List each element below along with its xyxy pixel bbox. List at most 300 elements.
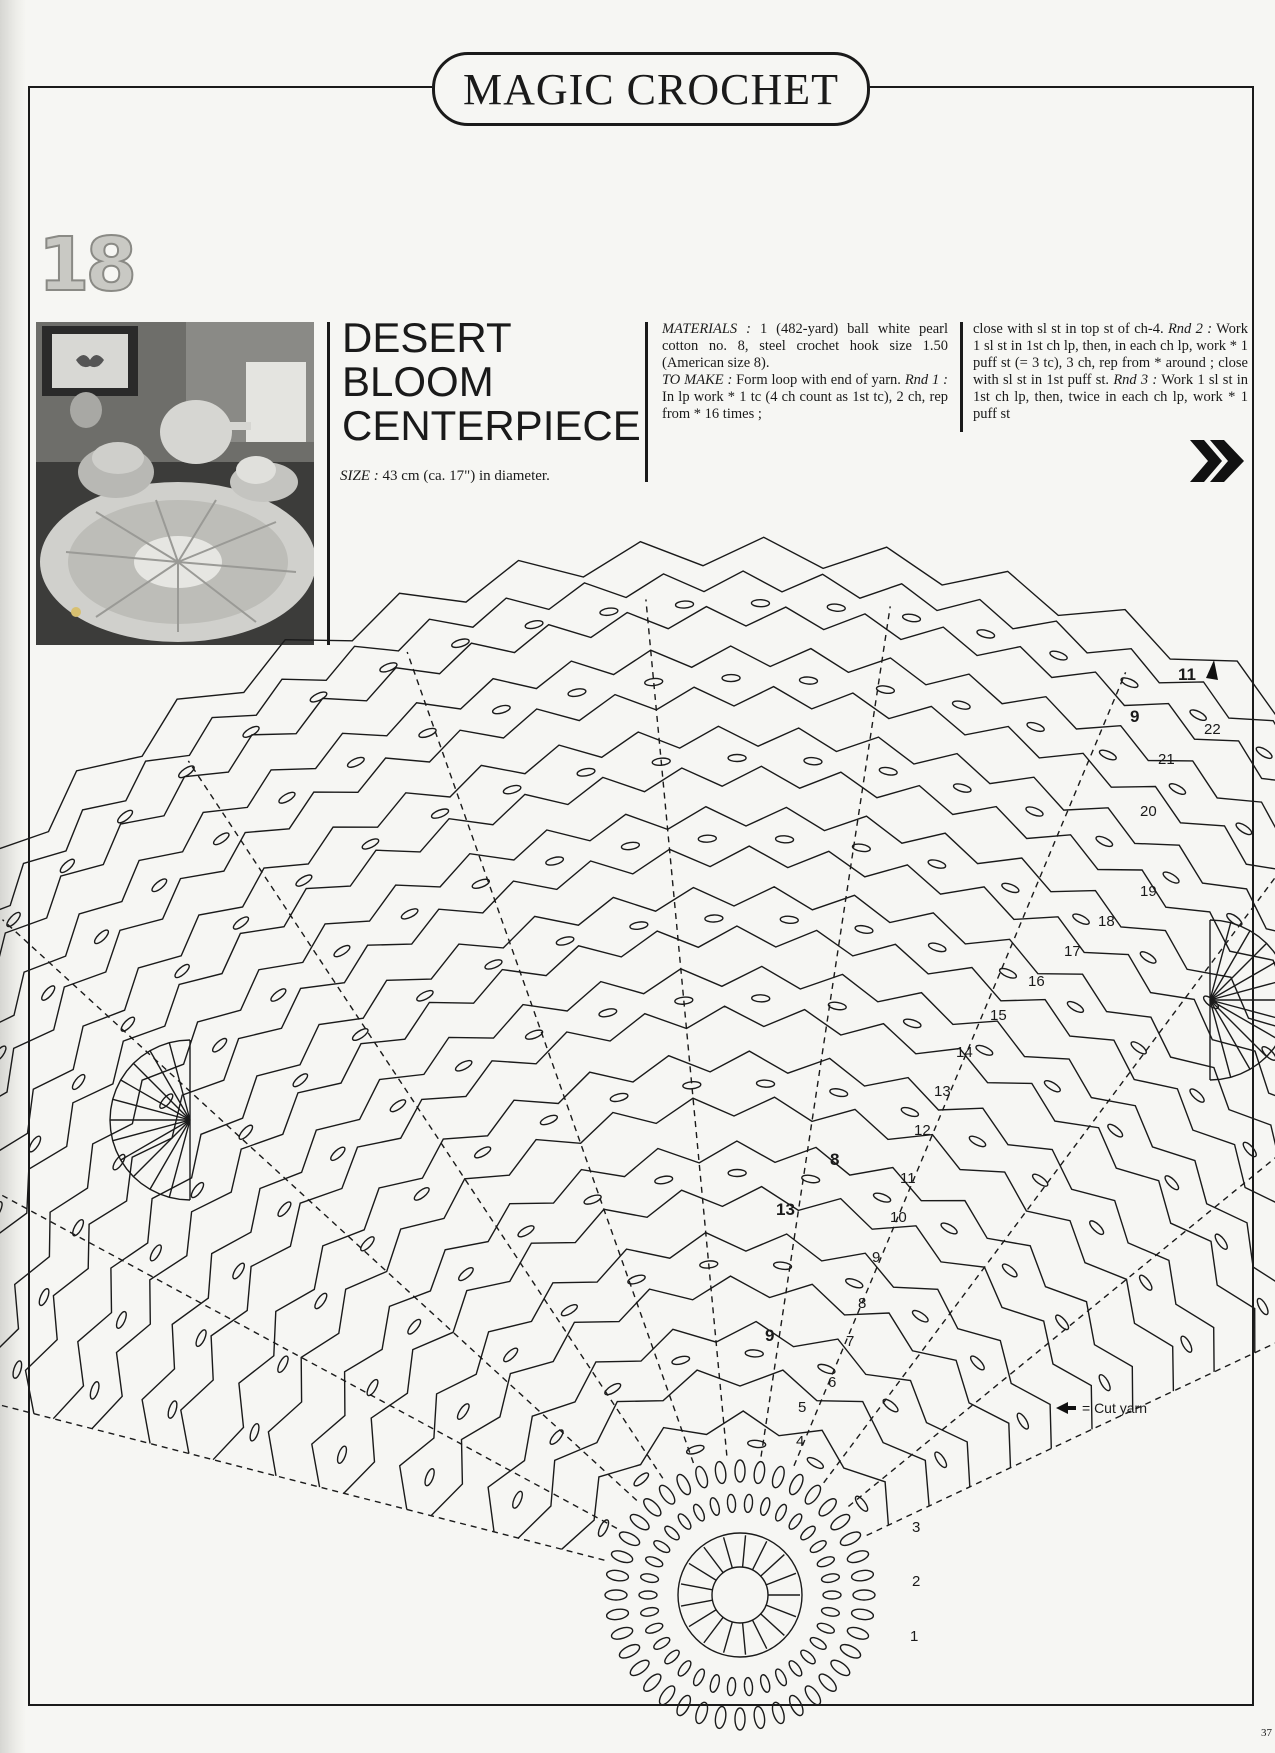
puff-stitch xyxy=(709,1497,722,1517)
cluster-stitch xyxy=(150,877,168,894)
cluster-stitch xyxy=(705,915,723,923)
puff-stitch xyxy=(676,1659,693,1678)
cluster-stitch xyxy=(610,1092,629,1103)
treble-stitch xyxy=(743,1623,746,1655)
cluster-stitch xyxy=(1129,1040,1148,1056)
puff-stitch xyxy=(727,1677,737,1696)
cluster-stitch xyxy=(502,1346,520,1363)
puff-stitch xyxy=(838,1529,862,1548)
pattern-number: 18 xyxy=(38,222,133,308)
puff-stitch xyxy=(759,1674,772,1694)
cluster-stitch xyxy=(940,1221,959,1236)
cluster-stitch xyxy=(484,958,503,971)
cluster-stitch xyxy=(780,916,798,924)
cluster-stitch xyxy=(911,1308,930,1324)
rnd2-text: Work 1 sl st in 1st ch lp, then, in each ch lp, work * 1 puff st (= 3 tc), 3 ch, rep from * around ; close with sl st in 1st puff st. xyxy=(973,321,1248,388)
treble-stitch xyxy=(689,1563,716,1580)
puff-stitch xyxy=(610,1549,634,1565)
cluster-stitch xyxy=(37,1287,51,1306)
puff-stitch xyxy=(610,1625,634,1641)
round-label-10: 10 xyxy=(890,1209,907,1226)
cluster-stitch xyxy=(70,1073,87,1092)
cluster-stitch xyxy=(845,1277,864,1290)
cluster-stitch xyxy=(351,1027,370,1043)
chain-arch-round xyxy=(0,726,1275,1379)
cluster-stitch xyxy=(1098,748,1117,762)
rnd2-label: Rnd 2 : xyxy=(1167,321,1213,337)
puff-stitch xyxy=(641,1496,664,1519)
cluster-stitch xyxy=(853,1494,869,1513)
puff-stitch xyxy=(816,1671,839,1694)
puff-stitch xyxy=(770,1701,786,1725)
to-make-label: TO MAKE : xyxy=(662,372,733,388)
puff-stitch xyxy=(617,1529,641,1548)
to-make-text: Form loop with end of yarn. xyxy=(732,372,905,388)
cluster-stitch xyxy=(902,613,921,623)
cluster-stitch xyxy=(1188,1087,1206,1104)
cluster-stitch xyxy=(879,766,898,776)
puff-stitch xyxy=(838,1642,862,1661)
cluster-stitch xyxy=(511,1490,525,1509)
cluster-stitch xyxy=(418,727,437,740)
round-label-4: 4 xyxy=(796,1433,805,1450)
round-label-13: 13 xyxy=(934,1083,951,1100)
left-triangle-arrow-icon xyxy=(1056,1402,1076,1414)
puff-stitch xyxy=(652,1538,672,1554)
chain-spoke xyxy=(0,1346,604,1560)
cluster-stitch xyxy=(189,1181,205,1200)
puff-stitch xyxy=(821,1606,840,1617)
chain-arch-round xyxy=(268,1097,1173,1476)
puff-stitch xyxy=(628,1512,652,1533)
cluster-stitch xyxy=(1137,1273,1154,1292)
cluster-stitch xyxy=(675,601,693,609)
puff-stitch xyxy=(846,1625,870,1641)
cluster-stitch xyxy=(799,676,817,684)
cluster-stitch xyxy=(1120,676,1139,690)
cluster-stitch xyxy=(415,989,434,1004)
size-label: SIZE : xyxy=(340,468,379,484)
chain-spoke xyxy=(761,606,890,1456)
cluster-stitch xyxy=(903,1017,922,1029)
title-line-1: DESERT xyxy=(342,314,512,361)
section-label-9-center: 9 xyxy=(765,1326,775,1345)
puff-stitch xyxy=(644,1621,664,1635)
treble-stitch xyxy=(681,1600,712,1606)
round-label-1: 1 xyxy=(910,1628,919,1645)
rnd1-text: In lp work * 1 tc (4 ch count as 1st tc), 2 ch, rep from * 16 times ; xyxy=(662,389,948,422)
cluster-stitch xyxy=(621,841,640,851)
puff-stitch xyxy=(851,1608,874,1621)
puff-stitch xyxy=(605,1590,627,1600)
round-label-20: 20 xyxy=(1140,803,1157,820)
cluster-stitch xyxy=(148,1243,163,1262)
puff-stitch xyxy=(640,1573,659,1584)
cluster-stitch xyxy=(745,1349,763,1357)
cluster-stitch xyxy=(5,911,22,929)
cluster-stitch xyxy=(332,943,351,958)
cluster-stitch xyxy=(577,767,596,777)
round-label-12: 12 xyxy=(914,1122,931,1139)
puff-stitch xyxy=(714,1461,727,1484)
puff-stitch xyxy=(727,1494,737,1513)
cluster-stitch xyxy=(548,1428,565,1446)
cluster-stitch xyxy=(900,1106,919,1119)
cluster-stitch xyxy=(379,661,398,674)
cluster-stitch xyxy=(346,755,365,769)
round-label-21: 21 xyxy=(1158,751,1175,768)
cluster-stitch xyxy=(0,1044,8,1063)
puff-stitch xyxy=(823,1591,841,1599)
cluster-stitch xyxy=(828,1001,847,1011)
puff-stitch xyxy=(773,1668,788,1688)
cluster-stitch xyxy=(313,1292,329,1311)
rnd3-text: Work 1 sl st in 1st ch lp, then, twice in each ch lp, work * 1 puff st xyxy=(973,372,1249,422)
cluster-stitch xyxy=(457,1266,475,1283)
cluster-stitch xyxy=(430,807,449,820)
page-number: 37 xyxy=(1261,1727,1272,1739)
cluster-stitch xyxy=(11,1360,23,1379)
cluster-stitch xyxy=(119,1015,136,1033)
cluster-stitch xyxy=(1234,821,1253,837)
cluster-stitch xyxy=(406,1318,423,1336)
chain-arch-round xyxy=(0,571,1275,1340)
round-label-19: 19 xyxy=(1140,883,1157,900)
puff-stitch xyxy=(691,1503,706,1523)
puff-stitch xyxy=(816,1555,836,1569)
chain-arch-round xyxy=(344,1187,1092,1494)
cluster-stitch xyxy=(1054,1313,1071,1331)
cluster-stitch xyxy=(1162,870,1181,885)
round-label-17: 17 xyxy=(1064,943,1081,960)
cluster-stitch xyxy=(232,915,251,931)
puff-stitch xyxy=(709,1674,722,1694)
cluster-stitch xyxy=(276,1355,290,1374)
materials-label: MATERIALS : xyxy=(662,321,751,337)
cluster-stitch xyxy=(158,1092,175,1110)
puff-stitch xyxy=(770,1465,786,1489)
cluster-stitch xyxy=(1031,1172,1050,1188)
cluster-stitch xyxy=(671,1355,690,1366)
puff-stitch xyxy=(816,1496,839,1519)
cluster-stitch xyxy=(728,1169,746,1176)
cluster-stitch xyxy=(524,1028,543,1041)
cluster-stitch xyxy=(231,1261,247,1280)
cluster-stitch xyxy=(336,1445,349,1464)
cluster-stitch xyxy=(1139,950,1158,966)
section-label-9-edge: 9 xyxy=(1130,707,1140,726)
puff-stitch xyxy=(639,1591,657,1599)
fan-spoke xyxy=(169,1120,190,1197)
cluster-stitch xyxy=(173,962,191,979)
cluster-stitch xyxy=(876,685,895,695)
treble-stitch xyxy=(743,1535,746,1567)
round-label-2: 2 xyxy=(912,1573,921,1590)
puff-stitch xyxy=(802,1683,823,1707)
puff-stitch xyxy=(753,1461,766,1484)
treble-stitch xyxy=(681,1584,712,1590)
cluster-stitch xyxy=(492,704,511,715)
cluster-stitch xyxy=(804,757,823,766)
cluster-stitch xyxy=(194,1329,208,1348)
cluster-stitch xyxy=(952,700,971,711)
cluster-stitch xyxy=(927,858,946,869)
cluster-stitch xyxy=(473,1145,492,1160)
cluster-stitch xyxy=(881,1397,899,1414)
fan-spoke xyxy=(113,1120,190,1141)
puff-stitch xyxy=(714,1706,727,1729)
round-label-9: 9 xyxy=(872,1249,881,1266)
cluster-stitch xyxy=(455,1402,471,1421)
cluster-stitch xyxy=(89,1381,101,1400)
round-label-16: 16 xyxy=(1028,973,1045,990)
cluster-stitch xyxy=(583,1193,602,1206)
chain-arch-round xyxy=(400,1233,1052,1510)
cluster-stitch xyxy=(827,603,846,612)
chain-arch-round xyxy=(518,1370,929,1538)
chain-arch-round xyxy=(0,607,1275,1349)
cluster-stitch xyxy=(976,628,995,639)
puff-stitch xyxy=(694,1701,710,1725)
cluster-stitch xyxy=(329,1145,347,1162)
cluster-stitch xyxy=(1106,1122,1124,1139)
chain-arch-round xyxy=(0,807,1275,1404)
cluster-stitch xyxy=(855,924,874,934)
cluster-stitch xyxy=(1025,805,1044,818)
cluster-stitch xyxy=(722,674,740,681)
chain-spoke xyxy=(824,793,1275,1482)
puff-stitch xyxy=(744,1494,754,1513)
cut-yarn-legend xyxy=(1056,1400,1147,1416)
puff-stitch xyxy=(691,1668,706,1688)
cluster-stitch xyxy=(502,784,521,796)
cluster-stitch xyxy=(1163,1174,1180,1192)
cluster-stitch xyxy=(1049,649,1068,661)
puff-stitch xyxy=(851,1569,874,1582)
cluster-stitch xyxy=(1255,1297,1270,1316)
cluster-stitch xyxy=(806,1455,825,1470)
section-label-11: 11 xyxy=(1178,665,1196,684)
cluster-stitch xyxy=(412,1186,430,1203)
treble-stitch xyxy=(689,1610,716,1627)
cluster-stitch xyxy=(269,987,288,1004)
cluster-stitch xyxy=(1168,782,1187,797)
puff-stitch xyxy=(759,1497,772,1517)
puff-stitch xyxy=(853,1590,875,1600)
cluster-stitch xyxy=(1015,1412,1030,1431)
size-text: 43 cm (ca. 17") in diameter. xyxy=(378,468,550,484)
puff-stitch xyxy=(606,1608,629,1621)
puff-stitch xyxy=(753,1706,766,1729)
puff-stitch xyxy=(641,1671,664,1694)
puff-stitch xyxy=(799,1648,818,1666)
treble-stitch xyxy=(752,1541,766,1570)
puff-stitch xyxy=(787,1693,806,1717)
treble-stitch xyxy=(704,1617,723,1643)
magazine-title: MAGIC CROCHET xyxy=(462,64,840,114)
puff-stitch xyxy=(787,1659,804,1678)
cluster-stitch xyxy=(277,790,296,805)
treble-stitch xyxy=(766,1573,796,1585)
puff-stitch xyxy=(828,1657,852,1678)
puff-stitch xyxy=(657,1483,678,1507)
puff-stitch xyxy=(808,1538,828,1554)
round-label-14: 14 xyxy=(956,1044,973,1061)
cluster-stitch xyxy=(1001,1262,1019,1279)
cluster-stitch xyxy=(40,984,57,1002)
cluster-stitch xyxy=(1043,1079,1062,1094)
cluster-stitch xyxy=(555,935,574,946)
cluster-stitch xyxy=(1179,1335,1194,1354)
rnd1-label: Rnd 1 : xyxy=(904,372,948,388)
materials-text: 1 (482-yard) ball white pearl cotton no. 8, steel crochet hook size 1.50 (American size 8). xyxy=(662,321,949,371)
legend-text: = Cut yarn xyxy=(1082,1400,1147,1416)
puff-stitch xyxy=(674,1472,693,1496)
cluster-stitch xyxy=(1071,912,1090,926)
round-label-3: 3 xyxy=(912,1519,921,1536)
treble-stitch xyxy=(761,1555,785,1577)
cluster-stitch xyxy=(361,837,380,851)
cluster-stitch xyxy=(756,1080,774,1088)
cluster-stitch xyxy=(400,907,419,921)
treble-stitch xyxy=(766,1605,796,1617)
cluster-stitch xyxy=(276,1200,293,1218)
puff-stitch xyxy=(821,1573,840,1584)
cluster-stitch xyxy=(1095,834,1114,848)
cluster-stitch xyxy=(560,1303,579,1318)
cluster-stitch xyxy=(829,1087,848,1097)
cluster-stitch xyxy=(1097,1373,1112,1392)
section-label-13: 13 xyxy=(776,1200,795,1219)
cluster-stitch xyxy=(1241,1140,1258,1158)
cluster-stitch xyxy=(632,1471,650,1488)
cluster-stitch xyxy=(309,690,328,704)
puff-stitch xyxy=(773,1503,788,1523)
cluster-stitch xyxy=(166,1400,178,1419)
chart-stitch-art xyxy=(0,537,1275,1730)
cluster-stitch xyxy=(969,1354,987,1372)
cluster-stitch xyxy=(1066,999,1085,1014)
treble-stitch xyxy=(752,1620,766,1649)
puff-stitch xyxy=(663,1648,682,1666)
cluster-stitch xyxy=(1026,721,1045,733)
cluster-stitch xyxy=(248,1423,260,1442)
cluster-stitch xyxy=(0,1200,4,1219)
cluster-stitch xyxy=(1213,1232,1229,1251)
chain-arch-round xyxy=(0,766,1275,1389)
cluster-stitch xyxy=(751,600,769,607)
cluster-stitch xyxy=(516,1224,535,1239)
cluster-stitch xyxy=(728,754,746,761)
cluster-stitch xyxy=(211,1036,229,1053)
cluster-stitch xyxy=(237,1123,254,1141)
cluster-stitch xyxy=(998,967,1017,981)
round-label-6: 6 xyxy=(828,1374,837,1391)
puff-stitch xyxy=(694,1465,710,1489)
cluster-stitch xyxy=(545,855,564,866)
cluster-stitch xyxy=(629,921,648,931)
puff-stitch xyxy=(644,1555,664,1569)
round-label-8: 8 xyxy=(858,1295,867,1312)
treble-stitch xyxy=(704,1547,723,1573)
round-label-5: 5 xyxy=(798,1399,807,1416)
round-label-18: 18 xyxy=(1098,913,1115,930)
puff-stitch xyxy=(640,1606,659,1617)
cluster-stitch xyxy=(600,607,619,616)
cluster-stitch xyxy=(539,1113,558,1126)
cluster-stitch xyxy=(775,835,793,843)
cluster-stitch xyxy=(654,1175,673,1185)
puff-stitch xyxy=(657,1683,678,1707)
cluster-stitch xyxy=(423,1468,436,1487)
puff-stitch xyxy=(846,1549,870,1565)
cluster-stitch xyxy=(389,1098,408,1114)
center-ring xyxy=(712,1567,768,1623)
cluster-stitch xyxy=(525,619,544,630)
cluster-stitch xyxy=(567,688,586,698)
cluster-stitch xyxy=(933,1450,949,1469)
puff-stitch xyxy=(735,1708,745,1730)
cluster-stitch xyxy=(365,1378,380,1397)
treble-stitch xyxy=(761,1614,785,1636)
chain-spoke xyxy=(848,962,1275,1506)
chain-arch-round xyxy=(488,1322,970,1532)
puff-stitch xyxy=(606,1569,629,1582)
cluster-stitch xyxy=(752,995,770,1003)
puff-stitch xyxy=(617,1642,641,1661)
cluster-stitch xyxy=(1225,911,1244,927)
cluster-stitch xyxy=(801,1174,820,1184)
puff-stitch xyxy=(828,1512,852,1533)
cluster-stitch xyxy=(177,764,196,780)
puff-stitch xyxy=(787,1512,804,1531)
puff-stitch xyxy=(652,1635,672,1651)
cluster-stitch xyxy=(968,1134,987,1149)
fan-spoke xyxy=(1210,1000,1231,1077)
puff-stitch xyxy=(787,1472,806,1496)
round-label-22: 22 xyxy=(1204,721,1221,738)
puff-stitch xyxy=(799,1524,818,1542)
puff-stitch xyxy=(802,1483,823,1507)
cluster-stitch xyxy=(115,1310,129,1329)
title-line-3: CENTERPIECE xyxy=(342,402,641,449)
cluster-stitch xyxy=(698,835,716,843)
cluster-stitch xyxy=(93,928,111,946)
cluster-stitch xyxy=(953,782,972,794)
cluster-stitch xyxy=(212,831,231,847)
title-line-2: BLOOM xyxy=(342,358,494,405)
cluster-stitch xyxy=(975,1043,994,1057)
close-text: close with sl st in top st of ch-4. xyxy=(973,321,1168,337)
treble-stitch xyxy=(724,1537,733,1568)
cluster-stitch xyxy=(27,1135,43,1154)
round-label-7: 7 xyxy=(846,1333,855,1350)
puff-stitch xyxy=(744,1677,754,1696)
cluster-stitch xyxy=(872,1191,891,1204)
cluster-stitch xyxy=(359,1235,376,1253)
cluster-stitch xyxy=(1088,1219,1106,1237)
cut-yarn-marker-icon xyxy=(1206,660,1218,680)
puff-stitch xyxy=(628,1657,652,1678)
puff-stitch xyxy=(808,1635,828,1651)
puff-stitch xyxy=(663,1524,682,1542)
cluster-stitch xyxy=(603,1381,622,1396)
cluster-stitch xyxy=(928,941,947,953)
cluster-stitch xyxy=(294,873,313,888)
cluster-stitch xyxy=(291,1072,309,1089)
cluster-stitch xyxy=(598,1007,617,1018)
cluster-stitch xyxy=(454,1059,473,1074)
